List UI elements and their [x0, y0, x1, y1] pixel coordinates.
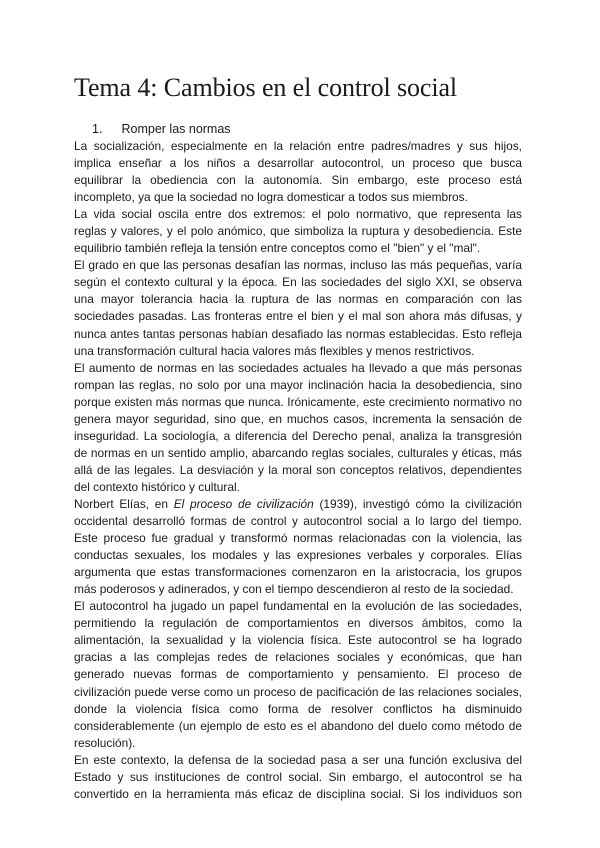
text-line: convertido en la herramienta más eficaz de disciplina social. Si los individuos son	[74, 786, 522, 801]
text-line: implica enseñar a los niños a desarrollar autocontrol, un proceso que busca	[74, 156, 522, 171]
text-line: rompan las reglas, no solo por una mayor inclinación hacia la desobediencia, sino	[74, 377, 522, 392]
text-line: una mayor tolerancia hacia la ruptura de las normas en comparación con las	[74, 292, 522, 307]
text-line	[74, 496, 522, 513]
text-line: inseguridad. La sociología, a diferencia del Derecho penal, analiza la transgresión	[74, 428, 522, 443]
text-line: nunca antes tantas personas habían desafiado las normas establecidas. Esto refleja	[74, 326, 522, 341]
text-line: occidental desarrolló formas de control y autocontrol social a lo largo del tiempo.	[74, 514, 522, 529]
text-line: según el contexto cultural y la época. En las sociedades del siglo XXI, se observa	[74, 275, 522, 290]
text-line: En este contexto, la defensa de la sociedad pasa a ser una función exclusiva del	[74, 752, 522, 767]
text-line: donde la violencia física como forma de resolver conflictos ha disminuido	[74, 701, 522, 716]
text-segment: (1939), investigó cómo la civilización	[313, 496, 522, 511]
text-line: La vida social oscila entre dos extremos: el polo normativo, que representa las	[74, 207, 522, 222]
document-title: Tema 4: Cambios en el control social	[74, 73, 458, 102]
body-text	[74, 138, 522, 803]
text-segment: Norbert Elías, en	[74, 496, 174, 511]
text-line: resolución).	[74, 735, 136, 750]
text-line: El autocontrol ha jugado un papel fundamental en la evolución de las sociedades,	[74, 599, 522, 614]
text-line: equilibrar la obediencia con la autonomía. Sin embargo, este proceso está	[74, 173, 522, 188]
text-line: argumenta que estas transformaciones comenzaron en la aristocracia, los grupos	[74, 565, 522, 580]
text-line: del contexto histórico y cultural.	[74, 479, 240, 494]
section-number: 1.	[92, 122, 103, 136]
text-line: permitiendo la regulación de comportamientos en diversos ámbitos, como la	[74, 616, 522, 631]
text-line: una transformación cultural hacia valores más flexibles y menos restrictivos.	[74, 343, 475, 358]
text-line: sociedades pasadas. Las fronteras entre el bien y el mal son ahora más difusas, y	[74, 309, 522, 324]
text-line: La socialización, especialmente en la relación entre padres/madres y sus hijos,	[74, 139, 522, 153]
text-line: genera mayor seguridad, sino que, en muchos casos, incrementa la sensación de	[74, 411, 522, 426]
text-line: más poderosos y adinerados, y con el tiempo descendieron al resto de la sociedad.	[74, 582, 514, 597]
text-line: El aumento de normas en las sociedades actuales ha llevado a que más personas	[74, 360, 522, 375]
text-line: alimentación, la sexualidad y la violencia física. Este autocontrol se ha logrado	[74, 633, 522, 648]
text-line: reglas y valores, y el polo anómico, que simboliza la ruptura y desobediencia. Este	[74, 224, 522, 239]
text-line: allá de las legales. La desviación y la moral son conceptos relativos, dependientes	[74, 462, 522, 477]
text-line: incompleto, ya que la sociedad no logra domesticar a todos sus miembros.	[74, 190, 468, 205]
text-line: gracias a las complejas redes de relaciones sociales y económicas, que han	[74, 650, 522, 665]
text-line: generado nuevas formas de comportamiento y pensamiento. El proceso de	[74, 667, 522, 682]
text-line: Estado y sus instituciones de control social. Sin embargo, el autocontrol se ha	[74, 769, 522, 784]
text-line: civilización puede verse como un proceso de pacificación de las relaciones sociales,	[74, 684, 522, 699]
text-line: Este proceso fue gradual y transformó normas relacionadas con la violencia, las	[74, 531, 522, 546]
book-title: El proceso de civilización	[173, 496, 314, 511]
text-line: equilibrio también refleja la tensión entre conceptos como el "bien" y el "mal".	[74, 241, 481, 256]
text-line: conductas sexuales, los modales y las expresiones verbales y corporales. Elías	[74, 548, 522, 563]
text-line: El grado en que las personas desafían las normas, incluso las más pequeñas, varía	[74, 258, 522, 273]
text-line: de normas en un sentido amplio, abarcando reglas sociales, culturales y éticas, más	[74, 445, 522, 460]
text-line: porque existen más normas que nunca. Irónicamente, este crecimiento normativo no	[74, 394, 522, 409]
section-heading	[92, 121, 231, 138]
text-line: considerablemente (un ejemplo de esto es el abandono del duelo como método de	[74, 718, 522, 733]
section-label: Romper las normas	[121, 122, 231, 136]
